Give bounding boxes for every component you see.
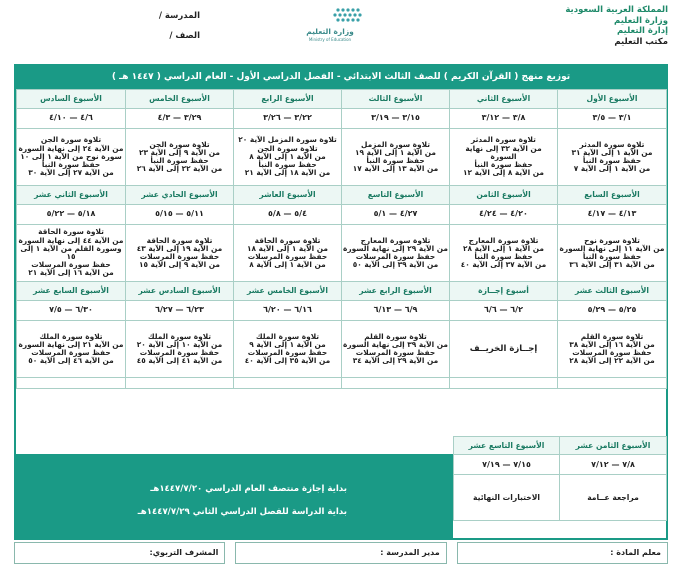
- content-line: من الآية ٣٥ إلى الآية ٤٠: [244, 356, 331, 366]
- week-dates: ٥/١٨ — ٥/٢٢: [17, 205, 126, 225]
- week-dates: ٤/٢٠ — ٤/٢٤: [450, 205, 558, 225]
- week-dates: ٦/٢٣ — ٦/٢٧: [126, 301, 234, 321]
- content-line: من الآية ١٣ إلى الآية ١٧: [352, 164, 439, 174]
- content-line: حفظ سورة النبأ: [366, 156, 425, 165]
- content-line: من الآية ١١ إلى نهاية السورة: [559, 243, 665, 253]
- week-dates: ٥/٢٥ — ٥/٢٩: [558, 301, 667, 321]
- content-line: من الآية ٢٢ إلى الآية ٢٦: [136, 164, 223, 174]
- week-dates: ٤/٢٧ — ٥/١: [342, 205, 450, 225]
- spacer-cell: [234, 378, 342, 389]
- week-label: الأسبوع السادس عشر: [126, 282, 234, 301]
- content-line: من الآية ٣٧ إلى الآية ٤٠: [460, 260, 547, 270]
- content-line: من الآية ٢٩ إلى نهاية السورة: [343, 243, 448, 253]
- week-18-label: الأسبوع الثامن عشر: [560, 437, 667, 455]
- week-dates: ٣/٢٩ — ٤/٣: [126, 109, 234, 129]
- week-18-content: مراجعة عــامة: [560, 475, 667, 521]
- content-line: من الآية ١ إلى الآية ٨: [249, 151, 326, 161]
- logo-name: وزارة التعليم: [306, 27, 354, 36]
- week-content: [126, 225, 234, 282]
- week-label: الأسبوع الثالث: [342, 90, 450, 109]
- spacer-cell: [17, 378, 126, 389]
- week-label: الأسبوع السابع: [558, 186, 667, 205]
- content-line: حفظ سورة النبأ: [474, 160, 533, 170]
- content-line: من الآية ١ إلى الآية ١٩: [354, 147, 437, 157]
- content-line: تلاوة سورة المعارج: [468, 235, 539, 245]
- week-content: [558, 321, 667, 378]
- week-label: الأسبوع الأول: [558, 90, 667, 109]
- principal-signature-field[interactable]: مدير المدرسة :: [235, 542, 446, 564]
- school-info: [130, 6, 200, 46]
- week-label-row: [17, 282, 667, 301]
- week-content: [17, 129, 126, 186]
- content-line: حفظ سورة النبأ: [582, 156, 642, 165]
- week-content: [342, 129, 450, 186]
- term-notes: [16, 454, 453, 540]
- schedule-table: [16, 89, 667, 389]
- content-line: تلاوة سورة نوح: [584, 235, 640, 245]
- content-line: من الآية ١ إلى الآية ٣١: [571, 147, 653, 157]
- content-line: من الآية ١٩ إلى الآية ٤٣: [136, 243, 223, 253]
- content-line: من الآية ١ إلى الآية ٧: [573, 164, 651, 174]
- week-19-label: الأسبوع التاسع عشر: [454, 437, 560, 455]
- week-label: الأسبوع السابع عشر: [17, 282, 126, 301]
- ministry-header: [518, 5, 668, 47]
- content-line: تلاوة سورة الحاقة: [254, 235, 321, 245]
- week-label: الأسبوع العاشر: [234, 186, 342, 205]
- week-content: [450, 129, 558, 186]
- spacer-row: [17, 378, 667, 389]
- content-line: تلاوة سورة الجن: [257, 143, 318, 153]
- content-line: من الآية ٢٩ إلى الآية ٣٤: [352, 356, 439, 366]
- content-line: من الآية ٨ إلى الآية ١٢: [462, 168, 545, 178]
- content-line: من الآية ١ إلى الآية ١٨: [246, 243, 329, 253]
- content-line: تلاوة سورة المعارج: [360, 235, 431, 245]
- header-line-administration: إدارة التعليم: [616, 26, 668, 36]
- content-line: تلاوة سورة المزمل الآية ٢٠: [238, 135, 337, 145]
- week-dates: ٤/٦ — ٤/١٠: [17, 109, 126, 129]
- content-line: من الآية ٤٦ إلى الآية ٥٠: [28, 356, 114, 366]
- week-dates: ٦/١٦ — ٦/٢٠: [234, 301, 342, 321]
- week-content-row: [17, 129, 667, 186]
- week-label: الأسبوع الحادي عشر: [126, 186, 234, 205]
- week-dates: ٤/١٣ — ٤/١٧: [558, 205, 667, 225]
- content-line: تلاوة سورة الحاقة: [38, 227, 104, 237]
- content-line: حفظ سورة النبأ: [41, 160, 101, 170]
- week-content-row: [17, 321, 667, 378]
- content-line: من الآية ٩ إلى الآية ٢٣: [138, 147, 221, 157]
- week-content: [450, 225, 558, 282]
- week-label-row: [17, 90, 667, 109]
- week-content: [234, 225, 342, 282]
- logo-subtitle: Ministry of Education: [308, 37, 352, 42]
- content-line: حفظ سورة المرسلات: [247, 252, 328, 261]
- logo-dots-icon: [320, 6, 380, 28]
- content-line: تلاوة سورة الجن: [149, 139, 210, 149]
- week-dates: ٥/١١ — ٥/١٥: [126, 205, 234, 225]
- content-line: تلاوة سورة الملك: [147, 331, 212, 341]
- content-line: من الآية ١ إلى الآية ٢٨: [462, 243, 545, 253]
- content-line: تلاوة سورة الجن: [40, 135, 102, 145]
- week-19-dates: ٧/١٥ — ٧/١٩: [454, 455, 560, 475]
- header-line-office: مكتب التعليم: [614, 36, 668, 47]
- week-label: الأسبوع الثامن: [450, 186, 558, 205]
- week-dates: ٦/٢ — ٦/٦: [450, 301, 558, 321]
- week-dates: ٣/١ — ٣/٥: [558, 109, 667, 129]
- content-line: حفظ سورة النبأ: [150, 156, 209, 165]
- week-content: [342, 321, 450, 378]
- content-line: من الآية ٣٩ إلى الآية ٥٠: [352, 260, 439, 270]
- week-label: الأسبوع التاسع: [342, 186, 450, 205]
- week-label: الأسبوع السادس: [17, 90, 126, 109]
- signature-row: [14, 542, 668, 564]
- week-dates-row: [17, 109, 667, 129]
- content-line: تلاوة سورة المدثر: [471, 135, 536, 145]
- week-content: [558, 129, 667, 186]
- content-line: تلاوة سورة الحاقة: [146, 235, 213, 245]
- week-label: الأسبوع الخامس عشر: [234, 282, 342, 301]
- content-line: من الآية ٣٩ إلى نهاية السورة: [343, 339, 448, 349]
- content-line: حفظ سورة المرسلات: [355, 252, 436, 261]
- content-line: وسورة القلم من الآية ١ إلى ١٥: [20, 243, 122, 261]
- week-content: [342, 225, 450, 282]
- content-line: حفظ سورة النبأ: [258, 160, 317, 170]
- grade-label: الصف /: [169, 31, 200, 41]
- week-dates: ٣/١٥ — ٣/١٩: [342, 109, 450, 129]
- header-line-ministry: وزارة التعليم: [614, 15, 668, 26]
- content-line: سورة نوح من الآية ١ إلى ١٠: [20, 151, 122, 161]
- content-line: تلاوة سورة الملك: [39, 331, 103, 341]
- content-line: حفظ سورة المرسلات: [31, 348, 111, 357]
- week-label: الأسبوع الرابع عشر: [342, 282, 450, 301]
- school-label: المدرسة /: [158, 11, 200, 21]
- week-19-content: الاختبارات النهائية: [454, 475, 560, 521]
- content-line: من الآية ١ إلى الآية ٩: [249, 339, 326, 349]
- week-dates: ٣/٨ — ٣/١٢: [450, 109, 558, 129]
- week-content: [234, 321, 342, 378]
- supervisor-signature-field[interactable]: المشرف التربوي:: [14, 542, 225, 564]
- week-label: الأسبوع الثاني: [450, 90, 558, 109]
- note-second-term-start: بداية الدراسة للفصل الدراسي الثاني ١٤٤٧/٧/٢٩هـ: [137, 507, 347, 517]
- content-line: تلاوة سورة الملك: [255, 331, 320, 341]
- content-line: السورة: [490, 151, 517, 161]
- week-label: الأسبوع الخامس: [126, 90, 234, 109]
- curriculum-frame: [14, 64, 668, 540]
- content-line: من الآية ١٦ إلى الآية ٣٨: [569, 339, 655, 349]
- content-line: من الآية ١٨ إلى الآية ٢١: [244, 168, 331, 178]
- week-dates-row: [17, 301, 667, 321]
- content-line: من الآية ١٦ إلى الآية ٢١: [28, 268, 114, 278]
- content-line: حفظ سورة المرسلات: [572, 348, 652, 357]
- content-line: من الآية ٢٢ إلى الآية ٢٨: [569, 356, 655, 366]
- teacher-signature-field[interactable]: معلم المادة :: [457, 542, 668, 564]
- content-line: من الآية ٩ إلى الآية ١٥: [138, 260, 221, 270]
- page-title: توزيع منهج ( القرآن الكريم ) للصف الثالث الابتدائي - الفصل الدراسي الأول - العام الدراسي ( ١٤٤٧ هـ ): [16, 66, 666, 89]
- week-18-dates: ٧/٨ — ٧/١٢: [560, 455, 667, 475]
- note-midyear-break: بداية إجازة منتصف العام الدراسي ١٤٤٧/٧/٢٠هـ: [150, 484, 347, 494]
- content-line: من الآية ٢٤ إلى نهاية السورة: [18, 143, 124, 153]
- week-content: [234, 129, 342, 186]
- content-line: من الآية ٤٤ إلى نهاية السورة: [18, 235, 124, 245]
- content-line: حفظ سورة المرسلات: [355, 348, 436, 357]
- ministry-logo: [300, 6, 380, 46]
- content-line: حفظ سورة المرسلات: [139, 252, 220, 261]
- spacer-cell: [558, 378, 667, 389]
- content-line: حفظ سورة النبأ: [582, 252, 642, 261]
- header-line-country: المملكة العربية السعودية: [565, 5, 668, 15]
- week-content: [17, 321, 126, 378]
- content-line: من الآية ١٠ إلى الآية ٢٠: [136, 339, 223, 349]
- week-label: الأسبوع الرابع: [234, 90, 342, 109]
- content-line: حفظ سورة المرسلات: [139, 348, 220, 357]
- content-line: إجــازة الخريــف: [469, 343, 538, 354]
- week-dates: ٥/٤ — ٥/٨: [234, 205, 342, 225]
- schedule-body: [17, 90, 667, 389]
- week-content-row: [17, 225, 667, 282]
- week-dates-row: [17, 205, 667, 225]
- content-line: من الآية ٤١ إلى الآية ٤٥: [136, 356, 223, 366]
- content-line: تلاوة سورة المزمل: [360, 139, 431, 149]
- week-content: [126, 321, 234, 378]
- content-line: تلاوة سورة المدثر: [579, 139, 645, 149]
- content-line: حفظ سورة النبأ: [474, 252, 533, 261]
- spacer-cell: [342, 378, 450, 389]
- content-line: من الآية ٢٧ إلى الآية ٣٠: [28, 168, 114, 178]
- content-line: حفظ سورة المرسلات: [31, 260, 111, 270]
- content-line: من الآية ١ إلى الآية ٨: [249, 260, 326, 270]
- final-weeks-table: [453, 436, 667, 521]
- week-content: [126, 129, 234, 186]
- content-line: تلاوة سورة القلم: [580, 331, 644, 341]
- content-line: من الآية ٣١ إلى الآية ٣٦: [569, 260, 655, 270]
- week-content: [17, 225, 126, 282]
- week-dates: ٣/٢٢ — ٣/٢٦: [234, 109, 342, 129]
- spacer-cell: [126, 378, 234, 389]
- week-content: [558, 225, 667, 282]
- week-dates: ٦/٣٠ — ٧/٥: [17, 301, 126, 321]
- week-content: [450, 321, 558, 378]
- spacer-cell: [450, 378, 558, 389]
- week-label: الأسبوع الثاني عشر: [17, 186, 126, 205]
- week-label-row: [17, 186, 667, 205]
- week-label: الأسبوع الثالث عشر: [558, 282, 667, 301]
- content-line: تلاوة سورة القلم: [364, 331, 427, 341]
- content-line: من الآية ٣٢ إلى نهاية: [465, 143, 542, 153]
- content-line: من الآية ٢١ إلى نهاية السورة: [18, 339, 124, 349]
- week-label: أسبوع إجــازة: [450, 282, 558, 301]
- content-line: حفظ سورة المرسلات: [247, 348, 328, 357]
- week-dates: ٦/٩ — ٦/١٣: [342, 301, 450, 321]
